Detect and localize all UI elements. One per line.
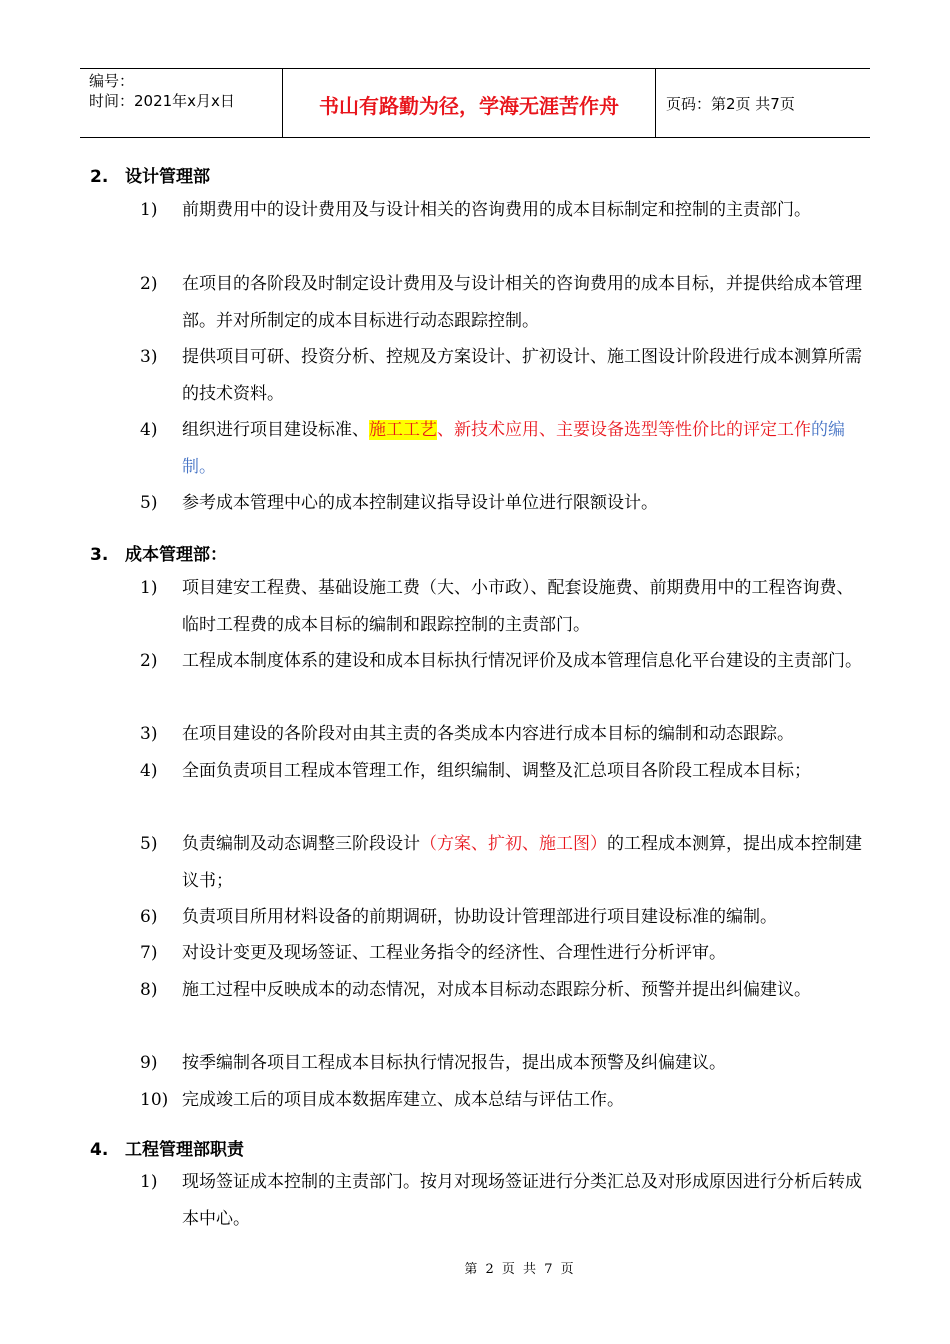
- section-number: 3.: [90, 545, 109, 565]
- text-run: 组织进行项目建设标准、: [182, 420, 369, 440]
- list-item-text: 对设计变更及现场签证、工程业务指令的经济性、合理性进行分析评审。: [182, 943, 726, 963]
- header-meta: [80, 69, 283, 137]
- list-item-number: 3): [140, 347, 158, 367]
- list-item-number: 1): [140, 1172, 158, 1192]
- text-run: 的工程成本测算，提出成本控制建议书；: [182, 834, 862, 891]
- section-title-text: 设计管理部: [125, 167, 210, 187]
- list-item-number: 6): [140, 907, 158, 927]
- list-item-text: 负责项目所用材料设备的前期调研，协助设计管理部进行项目建设标准的编制。: [182, 907, 777, 927]
- list-item-text: 在项目的各阶段及时制定设计费用及与设计相关的咨询费用的成本目标，并提供给成本管理部。并对所制定的成本目标进行动态跟踪控制。: [182, 274, 862, 331]
- list-item-text: 完成竣工后的项目成本数据库建立、成本总结与评估工作。: [182, 1090, 624, 1110]
- list-item-text: 现场签证成本控制的主责部门。按月对现场签证进行分类汇总及对形成原因进行分析后转成本中心。: [182, 1172, 862, 1229]
- list-item-text: 施工过程中反映成本的动态情况，对成本目标动态跟踪分析、预警并提出纠偏建议。: [182, 980, 811, 1000]
- list-item-text: [182, 826, 862, 900]
- section-title-text: 工程管理部职责: [125, 1140, 244, 1160]
- list-item-text: 在项目建设的各阶段对由其主责的各类成本内容进行成本目标的编制和动态跟踪。: [182, 724, 794, 744]
- list-item-number: 2): [140, 274, 158, 294]
- list-item-text: 全面负责项目工程成本管理工作，组织编制、调整及汇总项目各阶段工程成本目标；: [182, 761, 811, 781]
- list-item-number: 4): [140, 420, 158, 440]
- serial-label: 编号：: [89, 72, 135, 90]
- list-item-number: 1): [140, 578, 158, 598]
- list-item-text: 参考成本管理中心的成本控制建议指导设计单位进行限额设计。: [182, 493, 658, 513]
- list-item-number: 7): [140, 943, 158, 963]
- section-title: [90, 1135, 244, 1160]
- list-item-number: 10): [140, 1090, 169, 1110]
- section-number: 2.: [90, 167, 109, 187]
- text-run: 的编制。: [182, 420, 845, 477]
- list-item-text: 工程成本制度体系的建设和成本目标执行情况评价及成本管理信息化平台建设的主责部门。: [182, 651, 862, 671]
- header-motto: 书山有路勤为径，学海无涯苦作舟: [283, 69, 656, 137]
- text-run: （方案、扩初、施工图）: [420, 834, 607, 854]
- list-item-text: 按季编制各项目工程成本目标执行情况报告，提出成本预警及纠偏建议。: [182, 1053, 726, 1073]
- list-item-number: 9): [140, 1053, 158, 1073]
- header-page-info: 页码：第2页 共7页: [666, 94, 795, 113]
- highlighted-text: 施工工艺: [369, 420, 437, 440]
- list-item-number: 3): [140, 724, 158, 744]
- section-title-text: 成本管理部：: [125, 545, 227, 565]
- list-item-number: 2): [140, 651, 158, 671]
- list-item-text: [182, 412, 862, 486]
- list-item-number: 8): [140, 980, 158, 1000]
- section-number: 4.: [90, 1140, 109, 1160]
- section-title: [90, 540, 227, 565]
- text-run: 、新技术应用、主要设备选型等性价比的评定工作: [437, 420, 811, 440]
- list-item-text: 提供项目可研、投资分析、控规及方案设计、扩初设计、施工图设计阶段进行成本测算所需的技术资料。: [182, 347, 862, 404]
- page-header: [80, 68, 870, 138]
- list-item-text: 前期费用中的设计费用及与设计相关的咨询费用的成本目标制定和控制的主责部门。: [182, 200, 811, 220]
- list-item-number: 4): [140, 761, 158, 781]
- page-footer: 第 2 页 共 7 页: [464, 1262, 576, 1277]
- list-item-number: 5): [140, 493, 158, 513]
- section-title: [90, 162, 210, 187]
- list-item-number: 5): [140, 834, 158, 854]
- time-label: 时间：2021年x月x日: [89, 92, 235, 110]
- list-item-number: 1): [140, 200, 158, 220]
- list-item-text: 项目建安工程费、基础设施工费（大、小市政）、配套设施费、前期费用中的工程咨询费、临时工程费的成本目标的编制和跟踪控制的主责部门。: [182, 578, 854, 635]
- text-run: 负责编制及动态调整三阶段设计: [182, 834, 420, 854]
